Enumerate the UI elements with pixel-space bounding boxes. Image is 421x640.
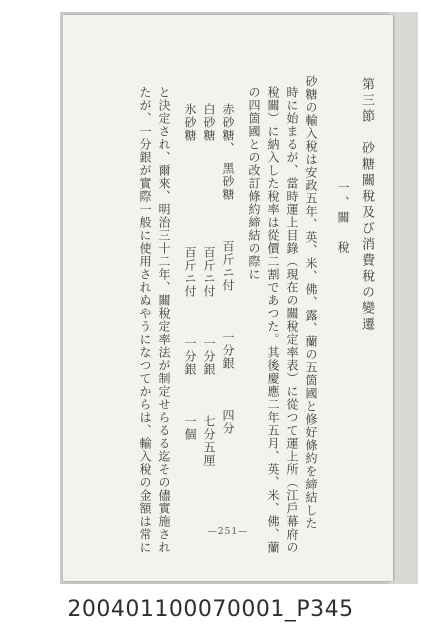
text-column-4: の四箇國との改訂條約締結の際に: [247, 86, 261, 281]
image-caption: 200401100070001_P345: [67, 597, 354, 622]
book-page: [63, 15, 393, 581]
text-column-6: 白砂糖 百斤ニ付 一分銀 七分五厘: [202, 103, 216, 467]
page-number: —251—: [207, 527, 249, 537]
text-column-7: 氷砂糖 百斤ニ付 一分銀 一個: [183, 103, 197, 441]
text-column-3: 稅關）に納入した稅率は從價二割であつた。其後慶應二年五月、英、米、佛、蘭: [266, 86, 280, 554]
page-edge-shadow: [389, 12, 418, 584]
text-column-8: と決定され、爾來、明治三十二年、關稅定率法が制定せらるる迄その儘實施され: [157, 86, 171, 554]
text-column-2: 時に始まるが、當時運上目錄（現在の關稅定率表）に從つて運上所（江戶幕府の: [285, 86, 299, 554]
text-column-5: 赤砂糖、 黑砂糖 百斤ニ付 一分銀 四分: [221, 103, 235, 435]
text-column-9: たが、一分銀が實際一般に使用されぬやうになつてからは、輸入稅の金額は常に: [138, 86, 152, 554]
section-subtitle: 一、關 稅: [336, 181, 350, 256]
text-column-1: 砂糖の輸入稅は安政五年、英、米、佛、露、蘭の五箇國と修好條約を締結した: [304, 75, 318, 530]
section-title: 第三節 砂糖關稅及び消費稅の變遷: [359, 77, 374, 333]
